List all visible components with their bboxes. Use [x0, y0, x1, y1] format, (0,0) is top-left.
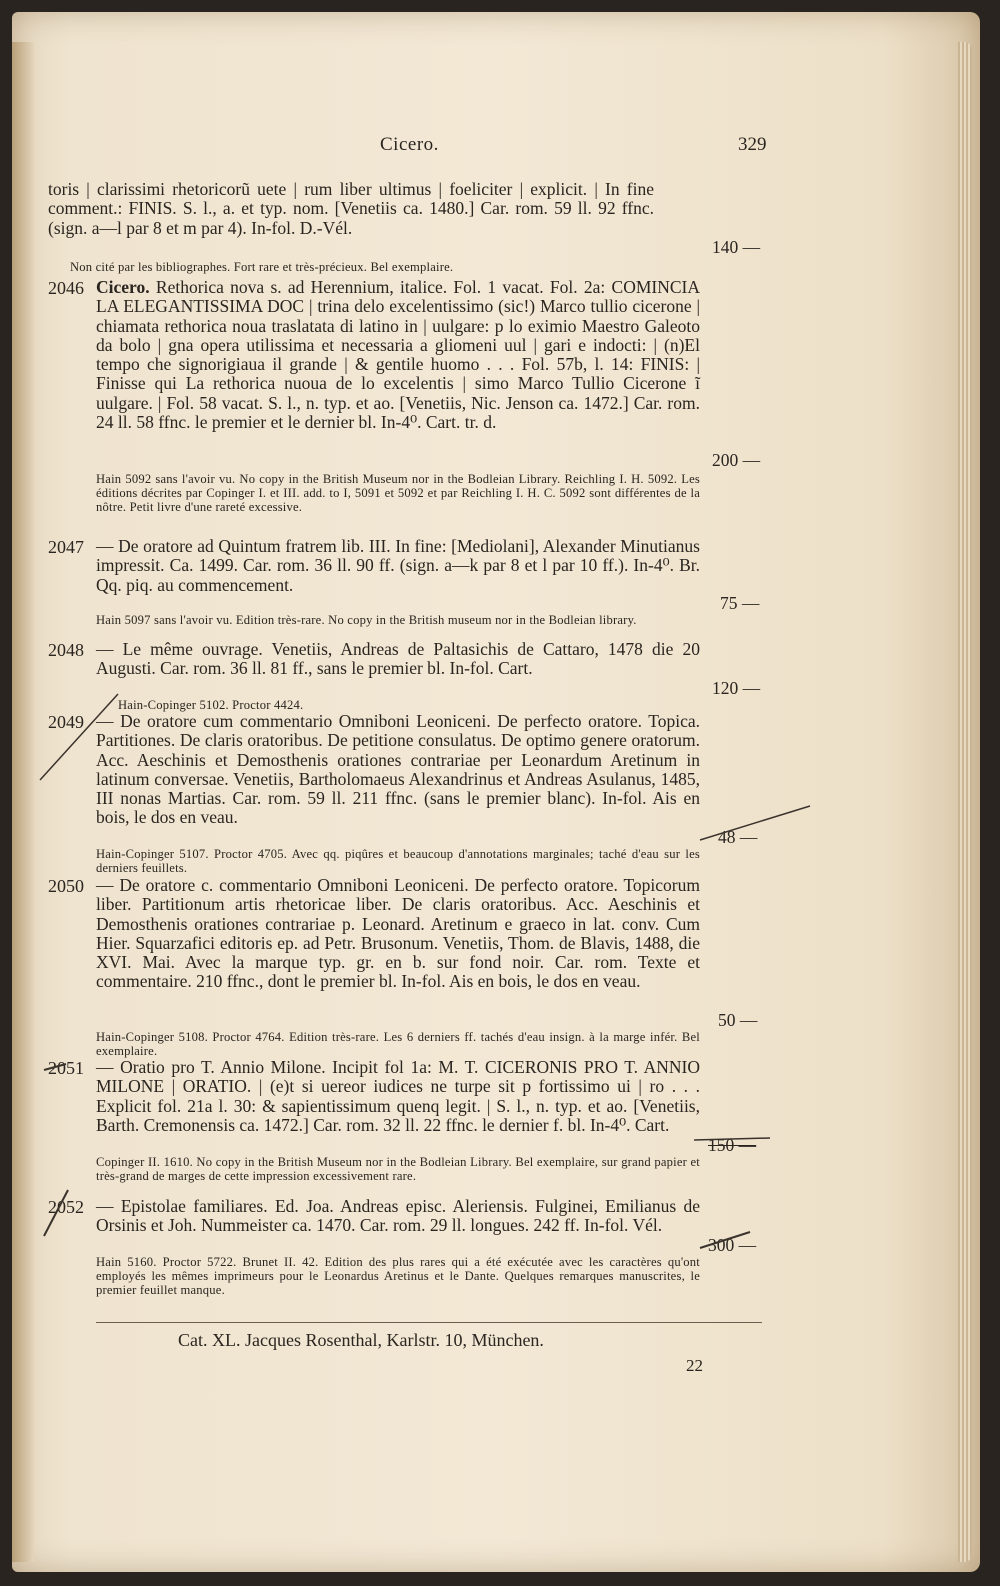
entry-number: 2051 [48, 1058, 84, 1078]
entry-price: 75 — [720, 593, 760, 613]
entry-price: 50 — [718, 1010, 758, 1030]
entry-body: — De oratore cum commentario Omniboni Leoniceni. De perfecto oratore. Topica. Partitiones. De claris oratoribus. De petitione consulatus. De optimo genere oratorum. Acc. Aeschinis et Demosthenis orationes contrariae per Leonardum Aretinum in latinum conversae. Venetiis, Bartholomaeus Alexandrinus et Andreas Asulanus, 1485, III nonas Martias. Car. rom. 59 ll. 211 ffnc. (sans le premier blanc). In-fol. Ais en bois, le dos en veau. [96, 711, 700, 828]
entry-author: Cicero. [96, 277, 150, 297]
entry-note: Hain-Copinger 5107. Proctor 4705. Avec qq. piqûres et beaucoup d'annotations marginales; taché d'eau sur les derniers feuillets. [96, 847, 700, 875]
entry-body: toris | clarissimi rhetoricorũ uete | rum liber ultimus | foeliciter | explicit. | In fine comment.: FINIS. S. l., a. et typ. nom. [Venetiis ca. 1480.] Car. rom. 59 ll. 92 ffnc. (sign. a—l par 8 et m par 4). In-fol. D.-Vél. [48, 179, 654, 238]
entry-note: Hain 5092 sans l'avoir vu. No copy in the British Museum nor in the Bodleian Library. Reichling I. H. 5092. Les éditions décrites par Copinger I. et III. add. to I, 5091 et 5092 et par Reichling I. H. C. 5092 sont différentes de la nôtre. Petit livre d'une rareté excessive. [96, 472, 700, 514]
entry-number: 2049 [48, 712, 84, 732]
entry-price: 150 — [708, 1135, 757, 1155]
entry-body: — Epistolae familiares. Ed. Joa. Andreas episc. Aleriensis. Fulginei, Emilianus de Orsinis et Joh. Nummeister ca. 1470. Car. rom. 29 ll. longues. 242 ff. In-fol. Vél. [96, 1196, 700, 1236]
entry-number: 2050 [48, 876, 84, 896]
entry-body: — De oratore c. commentario Omniboni Leoniceni. De perfecto oratore. Topicorum liber. Partitionum artis rhetoricae liber. De claris oratoribus. Acc. Aeschinis et Demosthenis orationes contrariae p. Leonard. Aretinum e graeco in lat. conv. Cum Hier. Squarzafici editoris ep. ad Petr. Brusonum. Venetiis, Thom. de Blavis, 1488, die XVI. Mai. Avec la marque typ. gr. en b. sur fond noir. Car. rom. Texte et commentaire. 210 ffnc., dont le premier bl. In-fol. Ais en bois, le dos en veau. [96, 875, 700, 992]
sheet-signature: 22 [686, 1356, 703, 1375]
entry-price: 200 — [712, 450, 761, 470]
entry-note: Copinger II. 1610. No copy in the British Museum nor in the Bodleian Library. Bel exemplaire, sur grand papier et très-grand de marges de cette impression excessivement rare. [96, 1155, 700, 1183]
entry-body: — Le même ouvrage. Venetiis, Andreas de Paltasichis de Cattaro, 1478 die 20 Augusti. Car. rom. 36 ll. 81 ff., sans le premier bl. In-fol. Cart. [96, 639, 700, 679]
page-edge [958, 42, 972, 1562]
entry-price: 140 — [712, 237, 761, 257]
page-number: 329 [738, 134, 767, 155]
entry-note: Hain-Copinger 5108. Proctor 4764. Edition très-rare. Les 6 derniers ff. tachés d'eau insign. à la marge infér. Bel exemplaire. [96, 1030, 700, 1058]
entry-note: Hain-Copinger 5102. Proctor 4424. [118, 698, 304, 712]
entry-note: Hain 5097 sans l'avoir vu. Edition très-rare. No copy in the British museum nor in the Bodleian library. [96, 613, 637, 627]
entry-body [96, 278, 700, 432]
entry-note: Non cité par les bibliographes. Fort rare et très-précieux. Bel exemplaire. [70, 260, 454, 274]
entry-text: Rethorica nova s. ad Herennium, italice. Fol. 1 vacat. Fol. 2a: COMINCIA LA ELEGANTISSIMA DOC | trina delo excelentissimo (sic!) Marco tullio cicerone | chiamata rethorica noua traslatata di latino in | uulgare: p lo eximio Maestro Galeoto da bolo | gna opera utilissima et necessaria a gliomeni uul | gari e indocti: | (n)El tempo che signorigiaua il grande | & gentile huomo . . . Fol. 57b, l. 14: FINIS: | Finisse qui La rethorica nuoua de lo excelentis | simo Marco Tullio Cicerone ĩ uulgare. | Fol. 58 vacat. S. l., n. typ. et ao. [Venetiis, Nic. Jenson ca. 1472.] Car. rom. 24 ll. 58 ffnc. le premier et le dernier bl. In-4⁰. Cart. tr. d. [96, 277, 701, 433]
book-spine [12, 42, 34, 1562]
entry-price: 300 — [708, 1235, 757, 1255]
entry-number: 2046 [48, 278, 84, 298]
entry-note: Hain 5160. Proctor 5722. Brunet II. 42. Edition des plus rares qui a été exécutée avec les caractères qu'ont employés les mêmes imprimeurs pour le Leonardus Aretinus et le Dante. Quelques remarques manuscrites, le premier feuillet manque. [96, 1255, 700, 1297]
entry-body: — Oratio pro T. Annio Milone. Incipit fol 1a: M. T. CICERONIS PRO T. ANNIO MILONE | ORATIO. | (e)t si uereor iudices ne turpe sit p fortissimo ui | ro . . . Explicit fol. 21a l. 30: & sapientissimum quenq legit. | S. l., n. typ. et ao. [Venetiis, Barth. Cremonensis ca. 1472.] Car. rom. 32 ll. 22 ffnc. le dernier f. bl. In-4⁰. Cart. [96, 1057, 700, 1135]
catalogue-imprint: Cat. XL. Jacques Rosenthal, Karlstr. 10, München. [178, 1330, 544, 1350]
running-header [0, 134, 1000, 162]
entry-price: 48 — [718, 827, 758, 847]
running-title: Cicero. [380, 134, 439, 155]
entry-number: 2047 [48, 537, 84, 557]
entry-number: 2052 [48, 1197, 84, 1217]
footer-rule [96, 1322, 762, 1323]
entry-number: 2048 [48, 640, 84, 660]
entry-price: 120 — [712, 678, 761, 698]
entry-body: — De oratore ad Quintum fratrem lib. III. In fine: [Mediolani], Alexander Minutianus impressit. Ca. 1499. Car. rom. 36 ll. 90 ff. (sign. a—k par 8 et l par 10 ff.). In-4⁰. Br. Qq. piq. au commencement. [96, 536, 700, 595]
